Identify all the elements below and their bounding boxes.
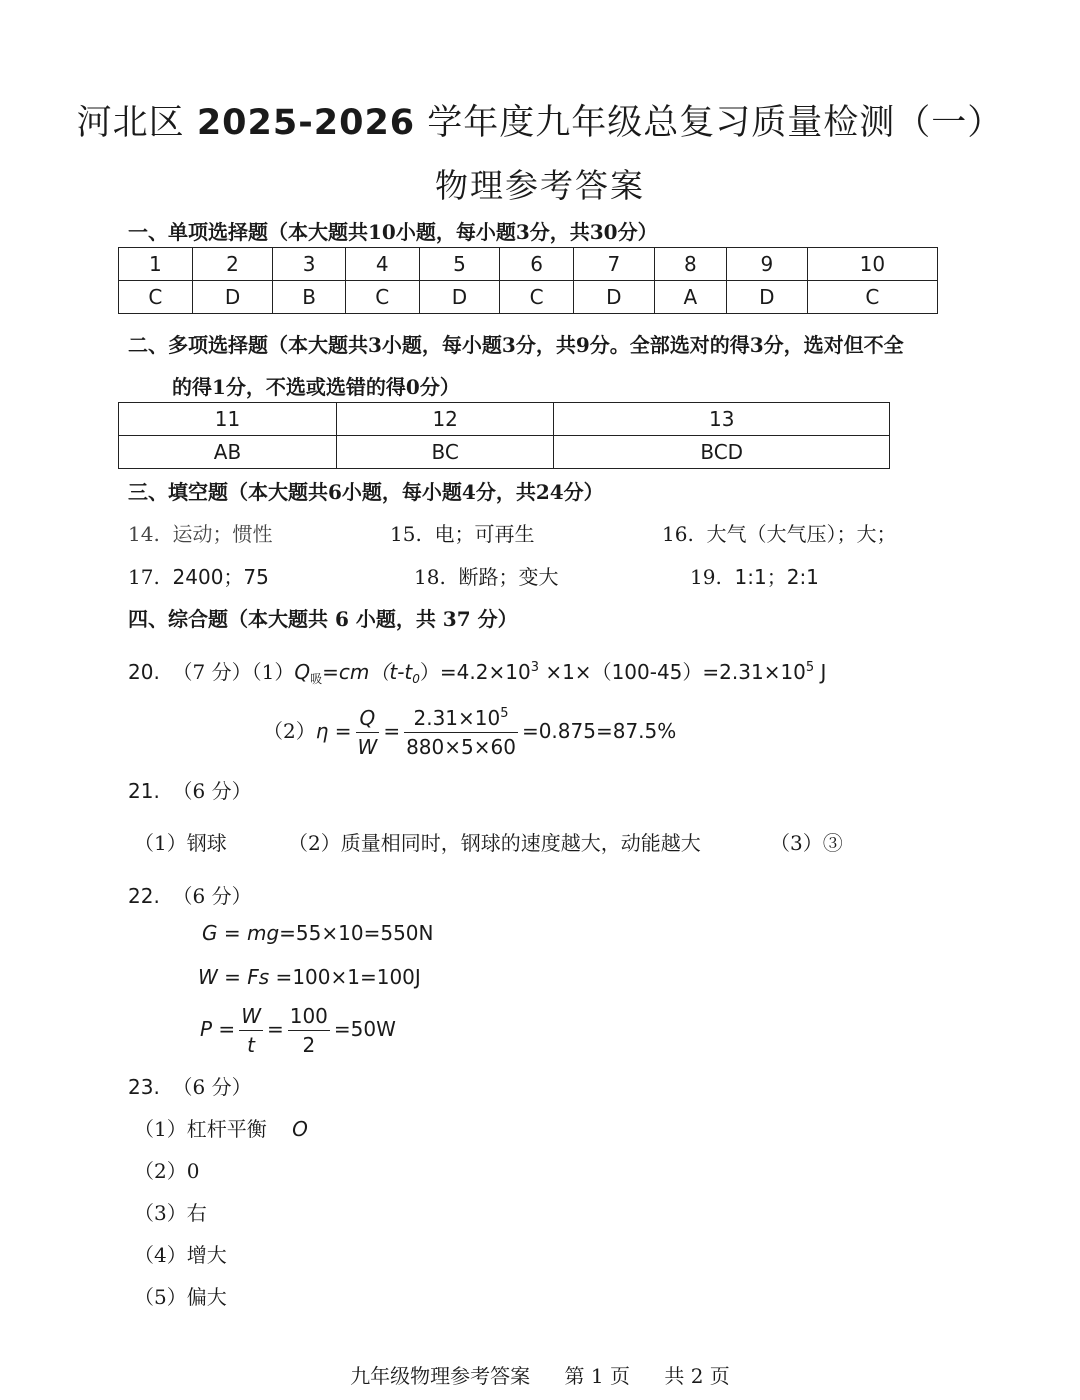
fill-item-18 [414,561,559,590]
formula-result: =0.875=87.5% [521,719,677,743]
table-cell: C [807,281,937,314]
part-label: （1） [251,660,295,684]
item-answer: 运动；惯性 [172,522,273,546]
formula-result: =100×1=100J [269,965,421,989]
formula-var: mg [246,921,280,945]
answer-text: （1）杠杆平衡 [134,1117,267,1141]
fraction-numerator: 100 [288,1004,330,1031]
fill-item-17 [128,561,269,590]
formula-subscript: 吸 [310,672,323,686]
table-cell: 10 [807,248,937,281]
formula-var: η = [315,719,352,743]
footer-page-number: 第 1 页 [564,1364,630,1388]
table-cell: C [345,281,419,314]
item-answer: 电；可再生 [434,522,535,546]
formula-text: ×1×（100-45）=2.31×10 [538,660,806,684]
item-number: 17. [128,565,160,589]
item-number: 15. [390,522,422,546]
page-subtitle: 物理参考答案 [435,166,645,205]
formula-result: =50W [333,1017,396,1041]
title-suffix: 学年度九年级总复习质量检测（一） [415,103,1004,143]
question-number: 23. [128,1075,160,1099]
item-answer: 断路；变大 [458,565,559,589]
formula-var: G [202,921,218,945]
formula-text: = [383,719,401,743]
item-number: 18. [414,565,446,589]
table-cell: 12 [336,403,553,436]
fill-item-15 [390,518,535,547]
section1-answer-table [118,247,938,314]
table-cell: 3 [273,248,346,281]
table-cell: 1 [119,248,193,281]
table-cell: C [500,281,574,314]
formula-text: = [266,1017,284,1041]
table-cell: AB [119,436,337,469]
table-cell: 13 [554,403,890,436]
q21-answer-3: （3）③ [770,831,843,855]
formula-exponent: 3 [530,660,539,675]
formula-var: Q [294,660,311,684]
table-cell: 11 [119,403,337,436]
title-year: 2025-2026 [196,103,416,143]
item-number: 14. [128,522,160,546]
q23-answer-3: （3）右 [134,1201,207,1225]
table-cell: D [573,281,654,314]
fraction-denominator: 2 [302,1033,316,1057]
formula-text: = [217,921,247,945]
item-answer: 1:1；2:1 [734,565,819,589]
formula-result: =55×10=550N [279,921,434,945]
formula-text: = [217,965,248,989]
fraction-denominator: W [357,735,378,759]
table-cell: 5 [419,248,500,281]
item-answer: 大气（大气压）；大； [706,522,897,546]
fraction [356,706,380,759]
table-cell: B [273,281,346,314]
table-cell: 4 [345,248,419,281]
formula-text: = [212,1017,236,1041]
formula-unit: J [814,660,827,684]
table-cell: A [654,281,726,314]
table-cell: C [119,281,193,314]
table-cell: 6 [500,248,574,281]
question-number: 22. [128,884,160,908]
question-number: 21. [128,779,160,803]
item-number: 16. [662,522,694,546]
fraction [404,706,518,759]
fraction-numerator: W [239,1004,263,1031]
title-prefix: 河北区 [76,103,197,143]
formula-var: P [200,1017,213,1041]
question-score: （6 分） [172,884,252,908]
table-row [119,403,890,436]
formula-var: Fs [247,965,270,989]
section3-heading: 三、填空题（本大题共6小题，每小题4分，共24分） [128,480,604,504]
question-score: （6 分） [172,779,252,803]
table-cell: 8 [654,248,726,281]
section2-heading-line1: 二、多项选择题（本大题共3小题，每小题3分，共9分。全部选对的得3分，选对但不全 [128,333,904,357]
section2-heading-line2: 的得1分，不选或选错的得0分） [172,375,460,399]
q21-answer-2: （2）质量相同时，钢球的速度越大，动能越大 [288,831,701,855]
page-title [0,95,1080,145]
footer-doc-name: 九年级物理参考答案 [350,1364,531,1388]
table-cell: D [192,281,273,314]
section4-heading: 四、综合题（本大题共 6 小题，共 37 分） [128,607,518,631]
table-cell: BC [336,436,553,469]
q23-answer-4: （4）增大 [134,1243,227,1267]
formula-text: ）=4.2×10 [419,660,531,684]
part-label: （2） [263,719,316,743]
formula-exponent: 5 [805,660,815,675]
table-cell: D [726,281,807,314]
q22-line-2 [198,965,421,989]
table-row [119,436,890,469]
fill-item-14 [128,518,273,547]
fraction-numerator: 2.31×10 [413,706,501,730]
q21-answer-1: （1）钢球 [134,831,227,855]
formula-exponent: 5 [500,706,509,721]
section2-answer-table [118,402,890,469]
q22-line-3 [200,1004,396,1057]
fraction-denominator: t [247,1033,255,1057]
fill-item-16 [662,518,897,547]
fraction [239,1004,263,1057]
item-answer: 2400；75 [172,565,269,589]
question-number: 20. [128,660,160,684]
formula-subscript: 0 [412,672,420,686]
fraction-denominator: 880×5×60 [406,735,516,759]
fraction [288,1004,330,1057]
item-number: 19. [690,565,722,589]
table-row [119,281,938,314]
q21-header [128,775,252,804]
table-cell: 7 [573,248,654,281]
q23-answer-1 [134,1113,308,1142]
q23-header [128,1071,252,1100]
table-cell: 2 [192,248,273,281]
question-score: （6 分） [172,1075,252,1099]
formula-text: =cm（t-t [322,660,413,684]
question-score: （7 分） [172,660,252,684]
formula-var: W [198,965,218,989]
table-cell: 9 [726,248,807,281]
q23-answer-5: （5）偏大 [134,1285,227,1309]
q23-answer-2: （2）0 [134,1159,200,1183]
q20-part1 [128,656,826,687]
fill-item-19 [690,561,819,590]
table-row [119,248,938,281]
table-cell: BCD [554,436,890,469]
q22-header [128,880,252,909]
page-footer [0,1360,1080,1389]
q22-line-1 [202,921,433,945]
formula-var: O [292,1117,308,1141]
table-cell: D [419,281,500,314]
q20-part2 [263,706,676,759]
section1-heading: 一、单项选择题（本大题共10小题，每小题3分，共30分） [128,220,658,244]
fraction-numerator: Q [356,706,380,733]
footer-page-total: 共 2 页 [664,1364,730,1388]
